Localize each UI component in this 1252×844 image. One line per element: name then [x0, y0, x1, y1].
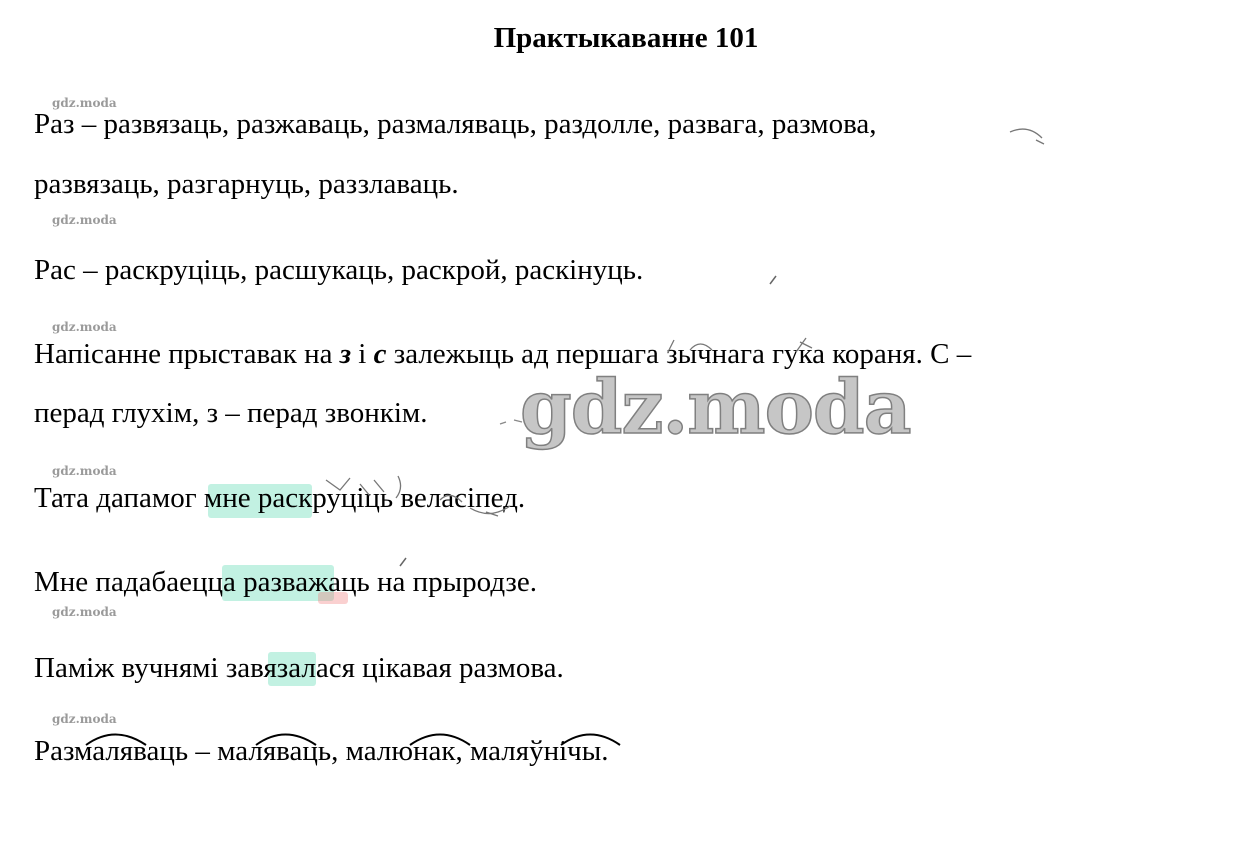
watermark-small: gdz.moda — [52, 320, 117, 334]
watermark-small: gdz.moda — [52, 712, 117, 726]
root-mark: маля — [217, 735, 277, 767]
root-word-part: ваць, — [276, 735, 346, 767]
sentence-1: Тата дапамог мне раскруціць веласіпед. — [34, 482, 526, 514]
root-word-part: Раз — [34, 735, 75, 767]
root-word-part: ўнічы. — [529, 735, 609, 767]
scribble-mark — [1010, 129, 1044, 144]
letter-s: с — [373, 338, 387, 370]
watermark-logo: gdz.moda — [520, 365, 911, 451]
root-line — [34, 733, 609, 769]
watermark-small: gdz.moda — [52, 96, 117, 110]
root-word-part: нак, — [413, 735, 471, 767]
raz-line-1: Раз – развязаць, разжаваць, размаляваць, раздолле, развага, размова, — [34, 108, 877, 140]
ras-line: Рас – раскруціць, расшукаць, раскрой, раскінуць. — [34, 254, 644, 286]
watermark-small: gdz.moda — [52, 464, 117, 478]
root-mark: малю — [345, 735, 414, 767]
raz-line-2: развязаць, разгарнуць, раззлаваць. — [34, 168, 459, 200]
scribble-mark — [770, 276, 776, 284]
watermark-small: gdz.moda — [52, 213, 117, 227]
sentence-2: Мне падабаецца разважаць на прыродзе. — [34, 566, 538, 598]
letter-z: з — [339, 338, 352, 370]
root-word-part: ваць – — [133, 735, 218, 767]
rule-text: і — [351, 338, 374, 370]
scribble-mark — [500, 420, 522, 424]
rule-line-2: перад глухім, з – перад звонкім. — [34, 397, 428, 429]
root-mark: маля — [74, 735, 134, 767]
root-mark: маля — [470, 735, 530, 767]
rule-text: залежыць ад першага зычнага гука кораня. С – — [386, 338, 972, 370]
rule-text: Напісанне прыставак на — [34, 338, 340, 370]
exercise-title: Практыкаванне 101 — [493, 22, 759, 54]
sentence-3: Паміж вучнямі завязалася цікавая размова. — [34, 652, 564, 684]
watermark-small: gdz.moda — [52, 605, 117, 619]
